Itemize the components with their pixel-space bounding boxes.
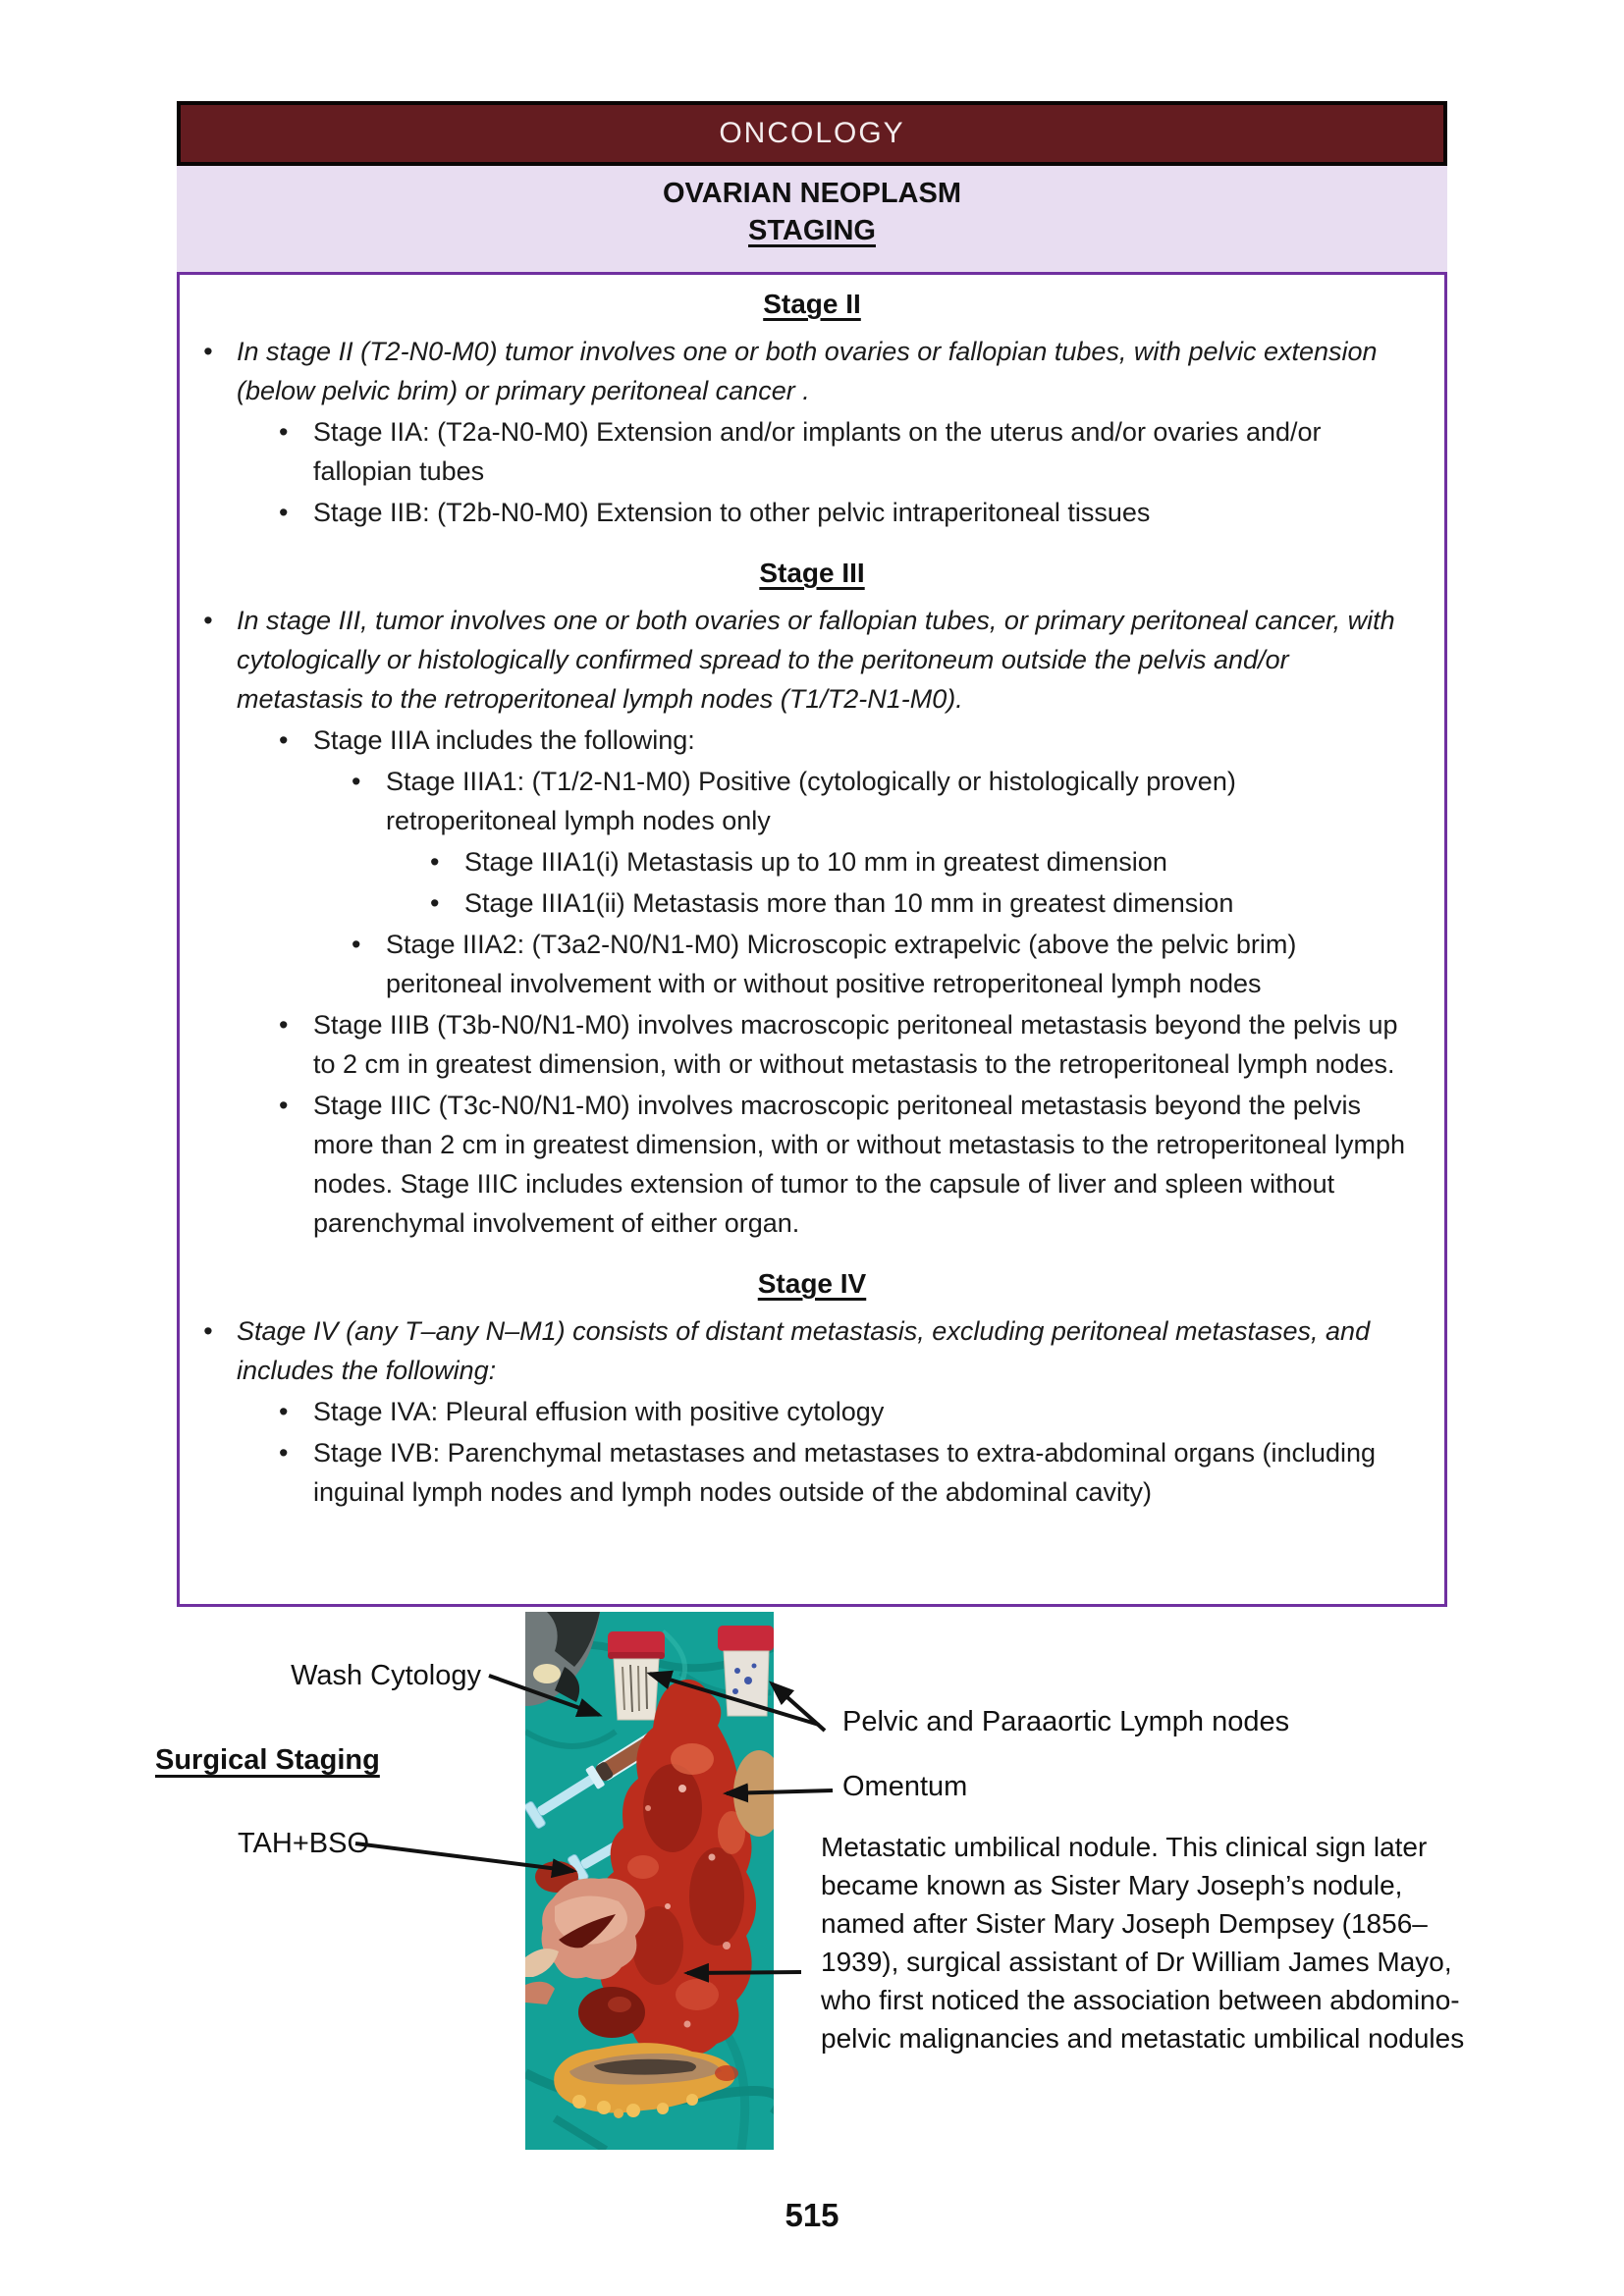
bullet-item: • Stage IVB: Parenchymal metastases and metastases to extra-abdominal organs (including inguinal lymph nodes and lymph nodes outside of the abdominal cavity): [180, 1433, 1444, 1512]
bullet-item: • Stage IIIA1(i) Metastasis up to 10 mm in greatest dimension: [180, 842, 1444, 881]
bullet-item: • Stage IV (any T–any N–M1) consists of distant metastasis, excluding peritoneal metastases, and includes the following:: [180, 1311, 1444, 1390]
surgical-specimen-photo: [525, 1612, 774, 2150]
specimen-jar: [608, 1631, 665, 1720]
label-tah-bso: TAH+BSO: [238, 1828, 370, 1859]
chapter-header-bar: [177, 101, 1447, 166]
arrow-pelvic-node-jar2: [772, 1683, 825, 1731]
bullet-item: • In stage II (T2-N0-M0) tumor involves one or both ovaries or fallopian tubes, with pelvic extension (below pelvic brim) or primary peritoneal cancer .: [180, 332, 1444, 410]
bullet-item: • Stage IIIA1(ii) Metastasis more than 10 mm in greatest dimension: [180, 883, 1444, 923]
topic-banner: [177, 166, 1447, 272]
bullet-item: • Stage IIA: (T2a-N0-M0) Extension and/or implants on the uterus and/or ovaries and/or fallopian tubes: [180, 412, 1444, 491]
bullet-item: • Stage IIIB (T3b-N0/N1-M0) involves macroscopic peritoneal metastasis beyond the pelvis up to 2 cm in greatest dimension, with or without metastasis to the retroperitoneal lymph nodes.: [180, 1005, 1444, 1084]
bullet-item: • Stage IIIA1: (T1/2-N1-M0) Positive (cytologically or histologically proven) retroperitoneal lymph nodes only: [180, 762, 1444, 840]
stage-heading: Stage II: [763, 289, 861, 319]
label-omentum: Omentum: [842, 1771, 968, 1802]
bullet-item: • In stage III, tumor involves one or both ovaries or fallopian tubes, or primary peritoneal cancer, with cytologically or histologically confirmed spread to the peritoneum outside the pelvis and/or metastasis to the retroperitoneal lymph nodes (T1/T2-N1-M0).: [180, 601, 1444, 719]
chapter-title: ONCOLOGY: [719, 117, 905, 149]
bullet-item: • Stage IIIA2: (T3a2-N0/N1-M0) Microscopic extrapelvic (above the pelvic brim) peritoneal involvement with or without positive retroperitoneal lymph nodes: [180, 925, 1444, 1003]
label-surgical-staging: Surgical Staging: [155, 1744, 380, 1776]
bullet-item: • Stage IIIA includes the following:: [180, 721, 1444, 760]
stage-heading: Stage III: [759, 558, 865, 588]
page-number: 515: [785, 2197, 839, 2233]
topic-subtitle: STAGING: [748, 215, 876, 246]
staging-content-box: [177, 272, 1447, 1607]
label-wash-cytology: Wash Cytology: [291, 1660, 481, 1691]
stage-heading: Stage IV: [757, 1268, 867, 1299]
bullet-item: • Stage IVA: Pleural effusion with positive cytology: [180, 1392, 1444, 1431]
figure-caption-umbilical-nodule: Metastatic umbilical nodule. This clinical sign later became known as Sister Mary Joseph’s nodule, named after Sister Mary Joseph Dempsey (1856–1939), surgical assistant of Dr William James Mayo, who first noticed the association between abdomino-pelvic malignancies and metastatic umbilical nodules: [821, 1832, 1465, 2054]
topic-title: OVARIAN NEOPLASM: [663, 178, 961, 209]
bullet-item: • Stage IIB: (T2b-N0-M0) Extension to other pelvic intraperitoneal tissues: [180, 493, 1444, 532]
bullet-item: • Stage IIIC (T3c-N0/N1-M0) involves macroscopic peritoneal metastasis beyond the pelvis more than 2 cm in greatest dimension, with or without metastasis to the retroperitoneal lymph nodes. Stage IIIC includes extension of tumor to the capsule of liver and spleen without parenchymal involvement of either organ.: [180, 1086, 1444, 1243]
label-pelvic-paraaortic-nodes: Pelvic and Paraaortic Lymph nodes: [842, 1706, 1290, 1737]
